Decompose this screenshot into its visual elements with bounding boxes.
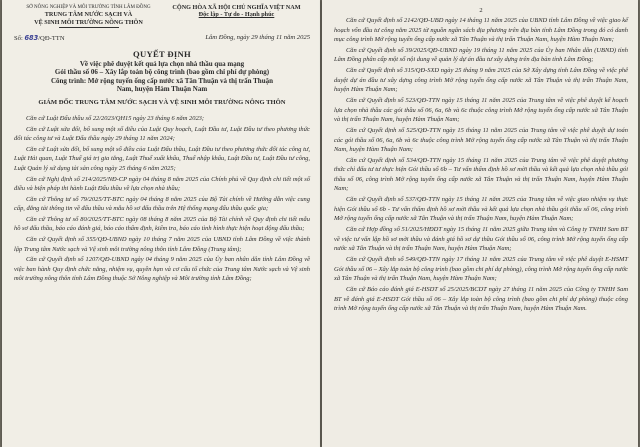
doc-number-suffix: /QĐ-TTN bbox=[38, 35, 65, 43]
legal-basis-paragraph: Căn cứ Quyết định số 549/QĐ-TTN ngày 17 tháng 11 năm 2025 của Trung tâm về việc phê duyệt E-HSMT Gói thầu số 06 – Xây lắp toàn bộ công trình (bao gồm chi phí dự phòng), công trình Mở rộng tuyến ống cấp nước xã Tân Thuận và thị trấn Thuận Nam, huyện Hàm Thuận Nam; bbox=[334, 256, 628, 283]
legal-basis-paragraph: Căn cứ Quyết định số 523/QĐ-TTN ngày 15 tháng 11 năm 2025 của Trung tâm về việc phê duyệt kế hoạch lựa chọn nhà thầu các gói thầu số 06, 6a, 6b và 6c thuộc công trình Mở rộng tuyến ống cấp nước xã Tân Thuận và thị trấn Thuận Nam, huyện Hàm Thuận Nam; bbox=[334, 97, 628, 124]
legal-basis-paragraph: Căn cứ Luật sửa đổi, bổ sung một số điều của Luật Đấu thầu, Luật Đầu tư theo phương thức đối tác công tư, Luật Hải quan, Luật Thuế giá trị gia tăng, Luật Thuế xuất khẩu, Thuế nhập khẩu, Luật Đầu tư, Luật Đầu tư công, Luật Quản lý sử dụng tài sản công ngày 25 tháng 6 năm 2025; bbox=[14, 146, 310, 172]
document-page-2 bbox=[322, 0, 638, 447]
handwritten-doc-number: 683 bbox=[24, 34, 39, 43]
legal-basis-paragraph: Căn cứ Luật sửa đổi, bổ sung một số điều của Luật Quy hoạch, Luật Đầu tư, Luật Đầu tư theo phương thức đối tác công tư và Luật Đấu thầu ngày 29 tháng 11 năm 2024; bbox=[14, 125, 310, 143]
country-name: CỘNG HÒA XÃ HỘI CHỦ NGHĨA VIỆT NAM bbox=[172, 4, 301, 11]
legal-basis-paragraph: Căn cứ Quyết định số 39/2025/QĐ-UBND ngày 19 tháng 11 năm 2025 của Ủy ban Nhân dân (UBND) tỉnh Lâm Đồng phân cấp một số nội dung về quản lý dự án đầu tư xây dựng trên địa bàn tỉnh Lâm Đồng; bbox=[334, 46, 628, 64]
legal-basis-paragraph: Căn cứ Luật Đấu thầu số 22/2023/QH15 ngày 23 tháng 6 năm 2023; bbox=[26, 115, 205, 123]
issuing-agency-block bbox=[14, 4, 163, 30]
legal-basis-paragraph: Căn cứ Quyết định số 2142/QĐ-UBD ngày 14 tháng 11 năm 2025 của UBND tỉnh Lâm Đồng về việc giao kế hoạch vốn đầu tư công năm 2025 từ nguồn ngân sách địa phương trên địa bàn tỉnh Lâm Đồng trong đó có danh mục công trình Mở rộng tuyến ống cấp nước xã Tân Thuận và thị trấn Thuận Nam, huyện Hàm Thuận Nam; bbox=[334, 17, 628, 43]
parent-org: SỞ NÔNG NGHIỆP VÀ MÔI TRƯỜNG TỈNH LÂM ĐỒNG bbox=[26, 5, 151, 10]
national-motto: Độc lập - Tự do - Hạnh phúc bbox=[198, 11, 275, 19]
subtitle-line: Công trình: Mở rộng tuyến ống cấp nước xã Tân Thuận và thị trấn Thuận bbox=[50, 76, 273, 85]
legal-basis-paragraph: Căn cứ Quyết định số 534/QĐ-TTN ngày 15 tháng 11 năm 2025 của Trung tâm về việc phê duyệt phương thức chỉ đấu tư tư thực hiện Gói thầu số 6b – Tư vấn thẩm định hồ sơ mời thầu và kết quả lựa chọn nhà thầu gói thầu số 06, công trình Mở rộng tuyến ống cấp nước xã Tân Thuận và thị trấn Thuận Nam, huyện Hàm Thuận Nam; bbox=[334, 156, 628, 193]
page-number: 2 bbox=[479, 7, 483, 14]
issuing-authority: GIÁM ĐỐC TRUNG TÂM NƯỚC SẠCH VÀ VỆ SINH MÔI TRƯỜNG NÔNG THÔN bbox=[38, 99, 286, 107]
document-header bbox=[14, 4, 310, 30]
subtitle-line: Gói thầu số 06 – Xây lắp toàn bộ công trình (bao gồm chi phí dự phòng) bbox=[54, 68, 270, 77]
decision-subtitle bbox=[14, 60, 310, 93]
place-and-date: Lâm Đồng, ngày 29 tháng 11 năm 2025 bbox=[205, 34, 310, 42]
document-number bbox=[14, 34, 65, 42]
doc-number-prefix: Số: bbox=[14, 35, 23, 43]
legal-basis-paragraph: Căn cứ Thông tư số 79/2025/TT-BTC ngày 04 tháng 8 năm 2025 của Bộ Tài chính về Hướng dẫn việc cung cấp, đăng tải thông tin về đấu thầu và mẫu hồ sơ đấu thầu trên Hệ thống mạng đấu thầu quốc gia; bbox=[14, 195, 310, 213]
legal-basis-paragraph: Căn cứ Quyết định số 525/QĐ-TTN ngày 15 tháng 11 năm 2025 của Trung tâm về việc phê duyệt dự toán các gói thầu số 06, 6a, 6b và 6c thuộc công trình Mở rộng tuyến ống cấp nước xã Tân Thuận và thị trấn Thuận Nam, huyện Hàm Thuận Nam; bbox=[334, 127, 628, 154]
legal-basis-paragraph: Căn cứ Quyết định số 355/QĐ-UBND ngày 10 tháng 7 năm 2025 của UBND tỉnh Lâm Đồng về việc thành lập Trung tâm Nước sạch và Vệ sinh môi trường nông thôn tỉnh Lâm Đồng (Trung tâm); bbox=[14, 236, 310, 253]
legal-basis-paragraph: Căn cứ Nghị định số 214/2025/NĐ-CP ngày 04 tháng 8 năm 2025 của Chính phủ về Quy định chi tiết một số điều và biện pháp thi hành Luật Đấu thầu về lựa chọn nhà thầu; bbox=[14, 175, 310, 193]
legal-basis-paragraph: Căn cứ Quyết định số 1207/QĐ-UBND ngày 04 tháng 9 năm 2025 của Ủy ban nhân dân tỉnh Lâm Đồng về việc ban hành Quy định chức năng, nhiệm vụ, quyền hạn và cơ cấu tổ chức của Trung tâm Nước sạch và Vệ sinh môi trường nông thôn tỉnh Lâm Đồng thuộc Sở Nông nghiệp và Môi trường tỉnh Lâm Đồng; bbox=[14, 256, 310, 283]
legal-basis-paragraph: Căn cứ Thông tư số 80/2025/TT-BTC ngày 08 tháng 8 năm 2025 của Bộ Tài chính về Quy định chi tiết mẫu hồ sơ đấu thầu, báo cáo đánh giá, báo cáo thẩm định, kiểm tra, báo cáo tình hình thực hiện hoạt động đấu thầu; bbox=[14, 216, 310, 233]
legal-basis-paragraph: Căn cứ Quyết định số 537/QĐ-TTN ngày 15 tháng 11 năm 2025 của Trung tâm về việc giao nhiệm vụ thực hiện Gói thầu số 6b - Tư vấn thẩm định hồ sơ mời thầu và kết quả lựa chọn nhà thầu gói thầu số 06, công trình Mở rộng tuyến ống cấp nước xã Tân Thuận và thị trấn Thuận Nam, huyện Hàm Thuận Nam; bbox=[334, 196, 628, 223]
document-page-1 bbox=[2, 0, 320, 447]
decision-title: QUYẾT ĐỊNH bbox=[133, 49, 191, 60]
org-name-line-1: TRUNG TÂM NƯỚC SẠCH VÀ bbox=[44, 11, 133, 19]
legal-basis-paragraph: Căn cứ Quyết định số 315/QĐ-SXD ngày 25 tháng 9 năm 2025 của Sở Xây dựng tỉnh Lâm Đồng về việc phê duyệt dự án đầu tư xây dựng công trình Mở rộng tuyến ống cấp nước xã Tân Thuận và thị trấn Thuận Nam, huyện Hàm Thuận Nam; bbox=[334, 67, 628, 94]
national-header-block bbox=[163, 4, 310, 30]
legal-basis-paragraph: Căn cứ Hợp đồng số 51/2025/HĐDT ngày 15 tháng 11 năm 2025 giữa Trung tâm và Công ty TNHH Sam BT về việc tư vấn lập hồ sơ mời thầu và đánh giá hồ sơ dự thầu Gói thầu số 06, công trình Mở rộng tuyến ống cấp nước xã Tân Thuận và thị trấn Thuận Nam, huyện Hàm Thuận Nam; bbox=[334, 226, 628, 253]
subtitle-line: Nam, huyện Hàm Thuận Nam bbox=[116, 84, 208, 93]
org-name-line-2: VỆ SINH MÔI TRƯỜNG NÔNG THÔN bbox=[34, 18, 143, 26]
document-meta bbox=[14, 34, 310, 42]
header-divider-left bbox=[59, 27, 119, 28]
legal-basis-paragraph: Căn cứ Báo cáo đánh giá E-HSDT số 25/2025/BCDT ngày 27 tháng 11 năm 2025 của Công ty TNHH Sam BT về đánh giá E-HSDT Gói thầu số 06 – Xây lắp toàn bộ công trình (bao gồm chi phí dự phòng) thuộc công trình Mở rộng tuyến ống cấp nước xã Tân Thuận và thị trấn Thuận Nam, huyện Hàm Thuận Nam. bbox=[334, 286, 628, 313]
subtitle-line: Về việc phê duyệt kết quả lựa chọn nhà thầu qua mạng bbox=[79, 60, 245, 69]
